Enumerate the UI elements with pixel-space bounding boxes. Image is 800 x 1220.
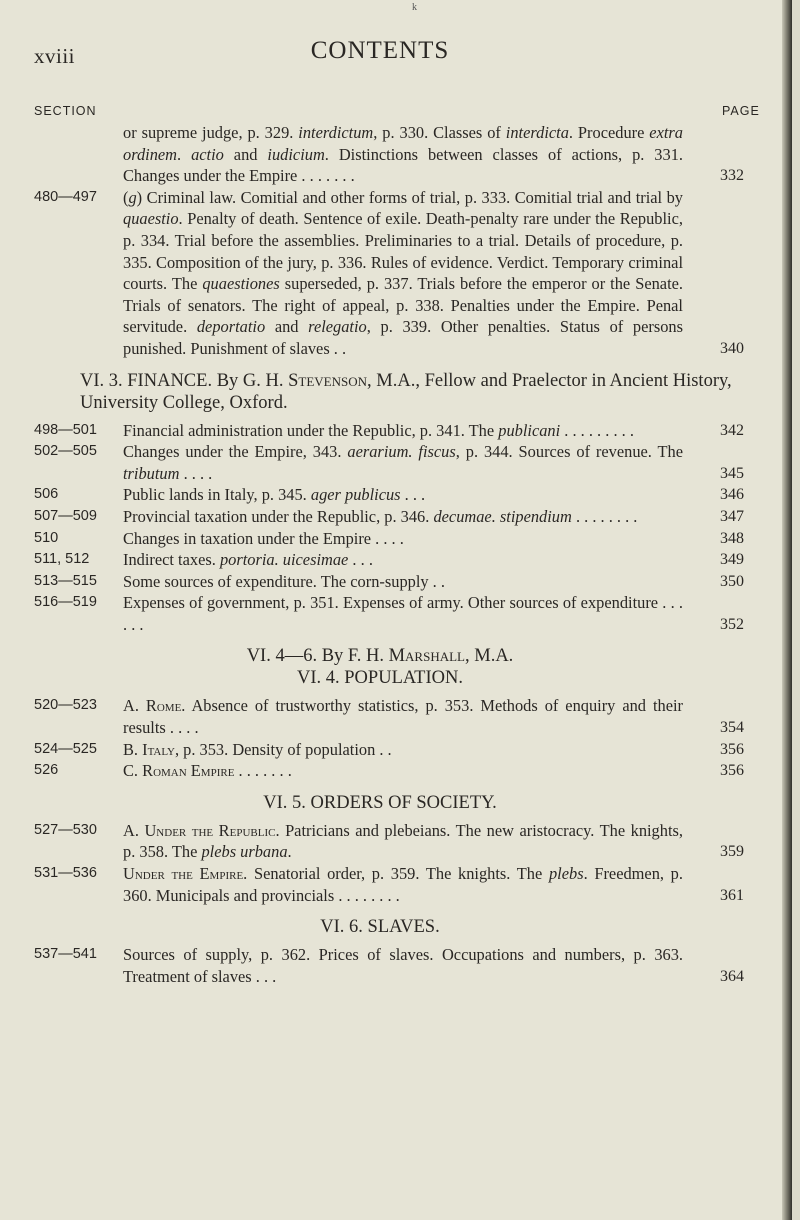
page-number-roman: xviii xyxy=(34,44,76,68)
page-mark: k xyxy=(412,2,417,13)
slaves-entries xyxy=(0,944,792,987)
page-ref: 356 xyxy=(720,762,744,780)
page-ref: 348 xyxy=(720,529,744,547)
section-range: 531—536 xyxy=(34,865,97,882)
section-range: 524—525 xyxy=(34,740,97,757)
book-edge xyxy=(782,0,792,1220)
page-ref: 361 xyxy=(720,886,744,904)
section-range: 510 xyxy=(34,529,59,546)
toc-entry: 537—541 Sources of supply, p. 362. Prices of slaves. Occupations and numbers, p. 363. Treatment of slaves . . . 364 xyxy=(34,945,744,986)
slaves-heading: VI. 6. SLAVES. xyxy=(320,917,440,938)
section-column-label: SECTION xyxy=(34,104,97,118)
toc-entry: 506 Public lands in Italy, p. 345. ager publicus . . . 346 xyxy=(34,485,744,505)
toc-entry-criminal-law: 480—497 (g) Criminal law. Comitial and other forms of trial, p. 333. Comitial trial and trial by quaestio. Penalty of death. Sentence of exile. Death-penalty rare under the Republic, p. 334. Trial before the assemblies. Preliminaries to a trial. Details of procedure, p. 335. Composition of the jury, p. 336. Rules of evidence. Verdict. Temporary criminal courts. The quaestiones superseded, p. 337. Trials before the emperor or the Senate. Trials of senators. The right of appeal, p. 338. Penalties under the Empire. Penal servitude. deportatio and relegatio, p. 339. Other penalties. Status of persons punished. Punishment of slaves . . 340 xyxy=(34,187,744,358)
page-ref: 350 xyxy=(720,572,744,590)
toc-entry: 526 C. Roman Empire . . . . . . . 356 xyxy=(34,761,744,781)
section-range: 527—530 xyxy=(34,821,97,838)
population-byline: VI. 4—6. By F. H. Marshall, M.A. xyxy=(246,646,514,667)
page-ref: 354 xyxy=(720,719,744,737)
running-head: CONTENTS xyxy=(310,37,450,64)
toc-entry: 510 Changes in taxation under the Empire . . . . 348 xyxy=(34,528,744,548)
toc-entry: 520—523 A. Rome. Absence of trustworthy statistics, p. 353. Methods of enquiry and their results . . . . 354 xyxy=(34,696,744,738)
toc-entry: 502—505 Changes under the Empire, 343. aerarium. fiscus, p. 344. Sources of revenue. The tributum . . . . 345 xyxy=(34,442,744,483)
section-range: 506 xyxy=(34,486,59,503)
section-range: 507—509 xyxy=(34,507,97,524)
page-ref: 332 xyxy=(720,167,744,185)
population-heading: VI. 4. POPULATION. xyxy=(297,668,463,689)
toc-entry: 524—525 B. Italy, p. 353. Density of population . . 356 xyxy=(34,739,744,759)
section-range: 526 xyxy=(34,762,59,779)
section-range: 516—519 xyxy=(34,594,97,611)
contents-list xyxy=(0,122,792,987)
toc-entry: 531—536 Under the Empire. Senatorial order, p. 359. The knights. The plebs. Freedmen, p. 360. Municipals and provincials . . . . . . . . 361 xyxy=(34,864,744,905)
population-entries xyxy=(0,695,792,781)
page-column-label: PAGE xyxy=(722,104,760,118)
toc-entry: 516—519 Expenses of government, p. 351. Expenses of army. Other sources of expenditure . . . . . . 352 xyxy=(34,593,744,634)
page-ref: 342 xyxy=(720,421,744,439)
section-range: 498—501 xyxy=(34,421,97,438)
section-range: 520—523 xyxy=(34,697,97,714)
toc-entry: 511, 512 Indirect taxes. portoria. uicesimae . . . 349 xyxy=(34,550,744,570)
page-ref: 346 xyxy=(720,486,744,504)
page-ref: 347 xyxy=(720,507,744,525)
page-ref: 352 xyxy=(720,615,744,633)
finance-entries xyxy=(0,420,792,636)
toc-entry: 498—501 Financial administration under the Republic, p. 341. The publicani . . . . . . . . . 342 xyxy=(34,420,744,440)
page-ref: 364 xyxy=(720,967,744,985)
page-ref: 356 xyxy=(720,740,744,758)
section-range: 502—505 xyxy=(34,443,97,460)
toc-entry: 527—530 A. Under the Republic. Patricians and plebeians. The new aristocracy. The knights, p. 358. The plebs urbana. 359 xyxy=(34,820,744,862)
page-ref: 349 xyxy=(720,551,744,569)
toc-entry: 513—515 Some sources of expenditure. The corn-supply . . 350 xyxy=(34,571,744,591)
finance-heading: VI. 3. FINANCE. By G. H. Stevenson, M.A., Fellow and Praelector in Ancient History, University College, Oxford. xyxy=(80,370,732,413)
orders-entries xyxy=(0,820,792,906)
page-ref: 345 xyxy=(720,464,744,482)
orders-heading: VI. 5. ORDERS OF SOCIETY. xyxy=(263,792,497,813)
page-ref: 340 xyxy=(720,339,744,357)
section-range: 537—541 xyxy=(34,946,97,963)
section-range: 511, 512 xyxy=(34,551,90,568)
page-ref: 359 xyxy=(720,843,744,861)
toc-entry-continuation: or supreme judge, p. 329. interdictum, p. 330. Classes of interdicta. Procedure extra ordinem. actio and iudicium. Distinctions between classes of actions, p. 331. Changes under the Empire . . . . . . . 332 xyxy=(123,123,744,186)
section-range: 480—497 xyxy=(34,188,97,205)
toc-entry: 507—509 Provincial taxation under the Republic, p. 346. decumae. stipendium . . . . . . . . 347 xyxy=(34,506,744,526)
section-range: 513—515 xyxy=(34,572,97,589)
